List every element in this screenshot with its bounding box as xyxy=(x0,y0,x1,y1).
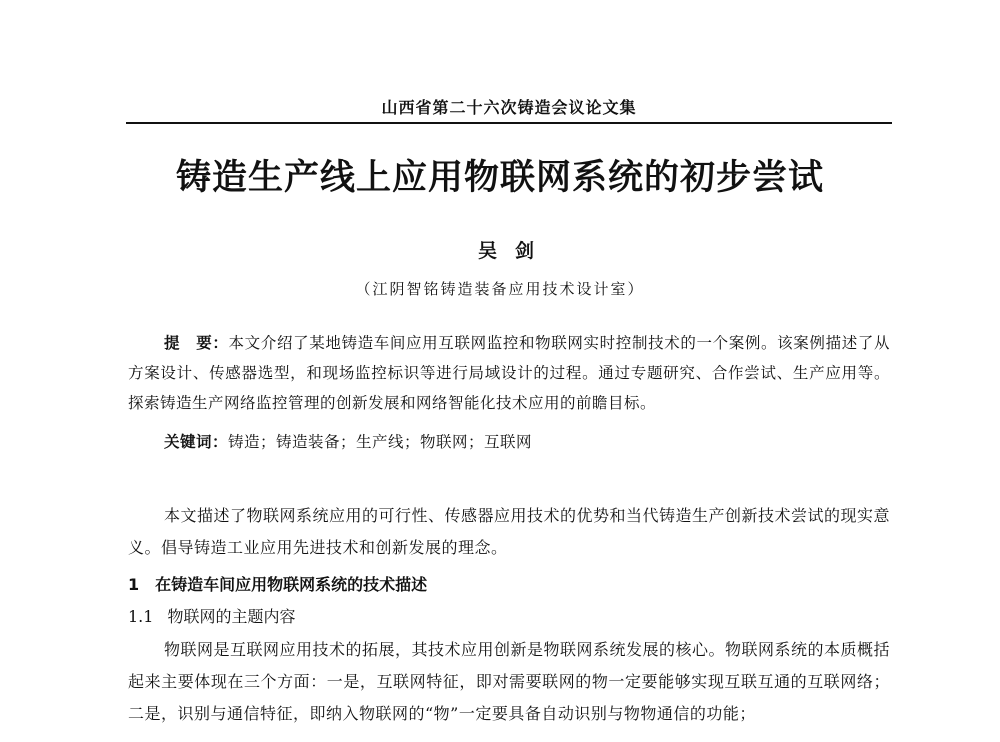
paper-title: 铸造生产线上应用物联网系统的初步尝试 xyxy=(175,158,824,198)
subsection-number: 1.1 xyxy=(128,607,154,626)
header-rule xyxy=(126,122,892,124)
keywords xyxy=(164,430,532,452)
subsection-title: 物联网的主题内容 xyxy=(167,607,296,626)
body-paragraph: 物联网是互联网应用技术的拓展，其技术应用创新是物联网系统发展的核心。物联网系统的本质概括起来主要体现在三个方面：一是，互联网特征，即对需要联网的物一定要能够实现互联互通的互联网络；二是，识别与通信特征，即纳入物联网的“物”一定要具备自动识别与物物通信的功能； xyxy=(128,640,891,723)
section-title: 在铸造车间应用物联网系统的技术描述 xyxy=(155,575,428,594)
subsection-heading xyxy=(128,604,295,627)
author-name: 吴剑 xyxy=(477,240,552,262)
abstract xyxy=(128,328,890,418)
proceedings-header: 山西省第二十六次铸造会议论文集 xyxy=(381,98,637,117)
abstract-text: 本文介绍了某地铸造车间应用互联网监控和物联网实时控制技术的一个案例。该案例描述了从方案设计、传感器选型，和现场监控标识等进行局域设计的过程。通过专题研究、合作尝试、生产应用等。探索铸造生产网络监控管理的创新发展和网络智能化技术应用的前瞻目标。 xyxy=(128,334,890,412)
section-number: 1 xyxy=(128,575,140,594)
keywords-label: 关键词： xyxy=(164,433,229,451)
abstract-label: 提 要： xyxy=(164,334,229,352)
keywords-text: 铸造；铸造装备；生产线；物联网；互联网 xyxy=(228,433,533,451)
section-heading xyxy=(128,572,427,595)
author-affiliation: （江阴智铭铸造装备应用技术设计室） xyxy=(355,280,645,298)
intro-paragraph: 本文描述了物联网系统应用的可行性、传感器应用技术的优势和当代铸造生产创新技术尝试的现实意义。倡导铸造工业应用先进技术和创新发展的理念。 xyxy=(128,506,891,557)
